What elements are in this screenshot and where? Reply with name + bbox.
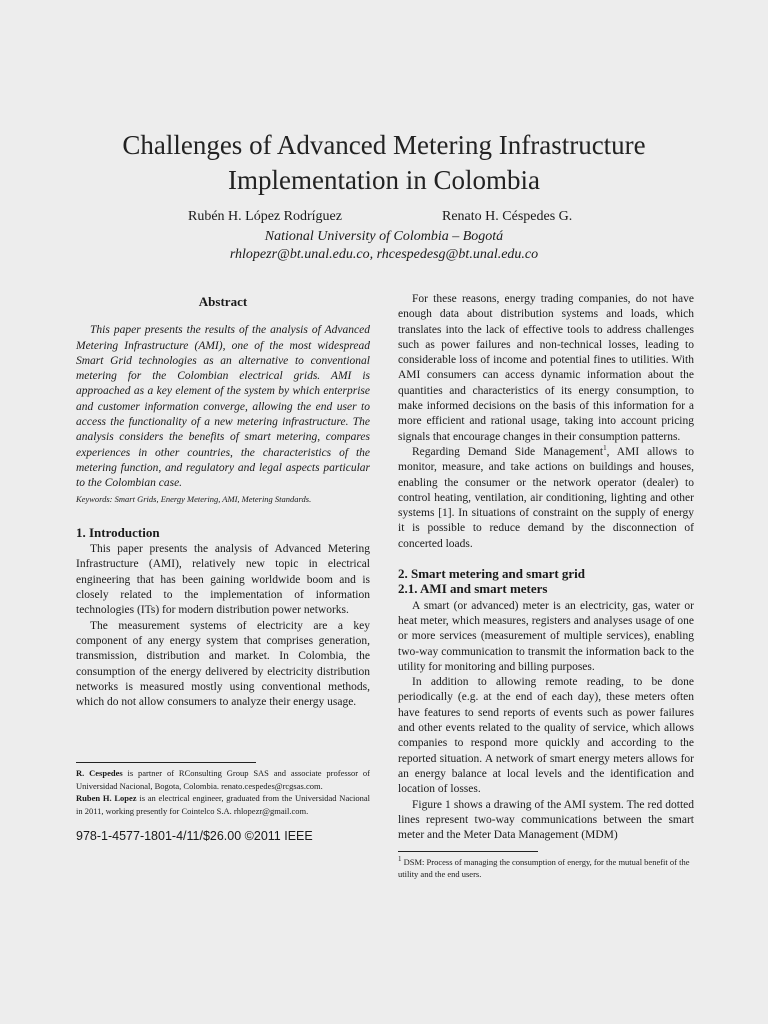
author-emails: rhlopezr@bt.unal.edu.co, rhcespedesg@bt.unal.edu.co xyxy=(229,247,539,262)
right-paragraph-3: A smart (or advanced) meter is an electricity, gas, water or heat meter, which measures, registers and analyses usage of one or more services (measurement of multiple services), enabling two-way communication to transmit the information back to the utility for monitoring and billing purposes. xyxy=(398,599,694,673)
section-heading-smart-metering: 2. Smart metering and smart grid xyxy=(398,566,586,582)
subsection-heading-ami: 2.1. AMI and smart meters xyxy=(398,581,548,597)
footnote-ref-1: 1 xyxy=(603,444,607,453)
author-1: Rubén H. López Rodríguez xyxy=(188,209,342,224)
footnote-author-1-text: is partner of RConsulting Group SAS and associate professor of Universidad Nacional, Bogota, Colombia. renato.cespedes@rcgsas.com. xyxy=(76,768,370,791)
keywords: Keywords: Smart Grids, Energy Metering, AMI, Metering Standards. xyxy=(76,493,312,504)
footnote-author-1-name: R. Cespedes xyxy=(76,768,123,779)
abstract-text: This paper presents the results of the analysis of Advanced Metering Infrastructure (AMI), one of the most widespread Smart Grid technologies as an alternative to conventional metering for the Colombian electrical grids. AMI is approached as a key element of the system by which enterprise and customer information converge, allowing the end user to access the functionality of a new metering infrastructure. The analysis considers the benefits of smart metering, compares experiences in other countries, the characteristics of the metering function, and regulatory and legal aspects particular to the Colombian case. xyxy=(76,324,370,490)
copyright-line: 978-1-4577-1801-4/11/$26.00 ©2011 IEEE xyxy=(76,829,313,844)
right-paragraph-5: Figure 1 shows a drawing of the AMI system. The red dotted lines represent two-way communications between the smart meter and the Meter Data Management (MDM) xyxy=(398,798,694,842)
intro-paragraph-1: This paper presents the analysis of Advanced Metering Infrastructure (AMI), relatively new topic in electrical engineering that has been gaining worldwide boom and is closely related to the implementation of information technologies (ITs) for modern distribution power networks. xyxy=(76,543,370,617)
footnote-dsm-marker: 1 xyxy=(398,855,402,864)
right-paragraph-2-rest: , AMI allows to monitor, measure, and take actions on buildings and houses, enabling the consumer or the network operator (dealer) to control heating, ventilation, air conditioning, lighting and other systems [1]. In situations of constraint on the supply of energy it is possible to reduce demand by the disconnection of concerted loads. xyxy=(398,445,694,550)
right-paragraph-1: For these reasons, energy trading companies, do not have enough data about distribution systems and loads, which translates into the lack of effective tools to address challenges such as power failures and non-technical losses, leading to considerable loss of income and potential fines to utilities. With AMI consumers can access dynamic information about the quantities and characteristics of its energy consumption, to make informed decisions on the basis of this information for a more efficient and rational usage, taking into account pricing signals that encourage changes in their consumption patterns. xyxy=(398,293,694,443)
right-paragraph-2 xyxy=(398,445,694,552)
footnote-author-2-name: Ruben H. Lopez xyxy=(76,793,137,804)
section-heading-introduction: 1. Introduction xyxy=(76,524,160,540)
abstract-heading: Abstract xyxy=(198,294,248,309)
footnote-divider xyxy=(76,762,256,763)
footnote-divider-right xyxy=(398,851,538,852)
right-paragraph-2-start: Regarding Demand Side Management xyxy=(412,445,604,458)
footnote-dsm-text: DSM: Process of managing the consumption of energy, for the mutual benefit of the utility and the end users. xyxy=(398,857,690,880)
footnote-author-2 xyxy=(76,792,370,817)
right-column xyxy=(398,292,694,880)
footnote-author-1 xyxy=(76,767,370,792)
right-paragraph-4: In addition to allowing remote reading, to be done periodically (e.g. at the end of each day), these meters often have features to send reports of events such as power failures and other events related to the quality of service, which allows companies to respond more quickly and according to the reported situation. A network of smart energy meters allows for an energy balance at local levels and the identification and location of losses. xyxy=(398,676,694,796)
affiliation: National University of Colombia – Bogotá xyxy=(264,229,504,244)
left-column xyxy=(76,292,370,845)
author-2: Renato H. Céspedes G. xyxy=(442,209,573,224)
paper-title: Challenges of Advanced Metering Infrastructure Implementation in Colombia xyxy=(122,130,646,195)
footnote-author-2-text: is an electrical engineer, graduated from the Universidad Nacional in 2011, working presently for Cointelco S.A. rhlopezr@gmail.com. xyxy=(76,793,370,816)
footnote-dsm xyxy=(398,856,694,880)
intro-paragraph-2: The measurement systems of electricity are a key component of any energy system that comprises generation, transmission, distribution and market. In Colombia, the consumption of the energy delivered by electricity distribution networks is measured mostly using conventional methods, which do not allow consumers to analyze their energy usage. xyxy=(76,619,370,709)
